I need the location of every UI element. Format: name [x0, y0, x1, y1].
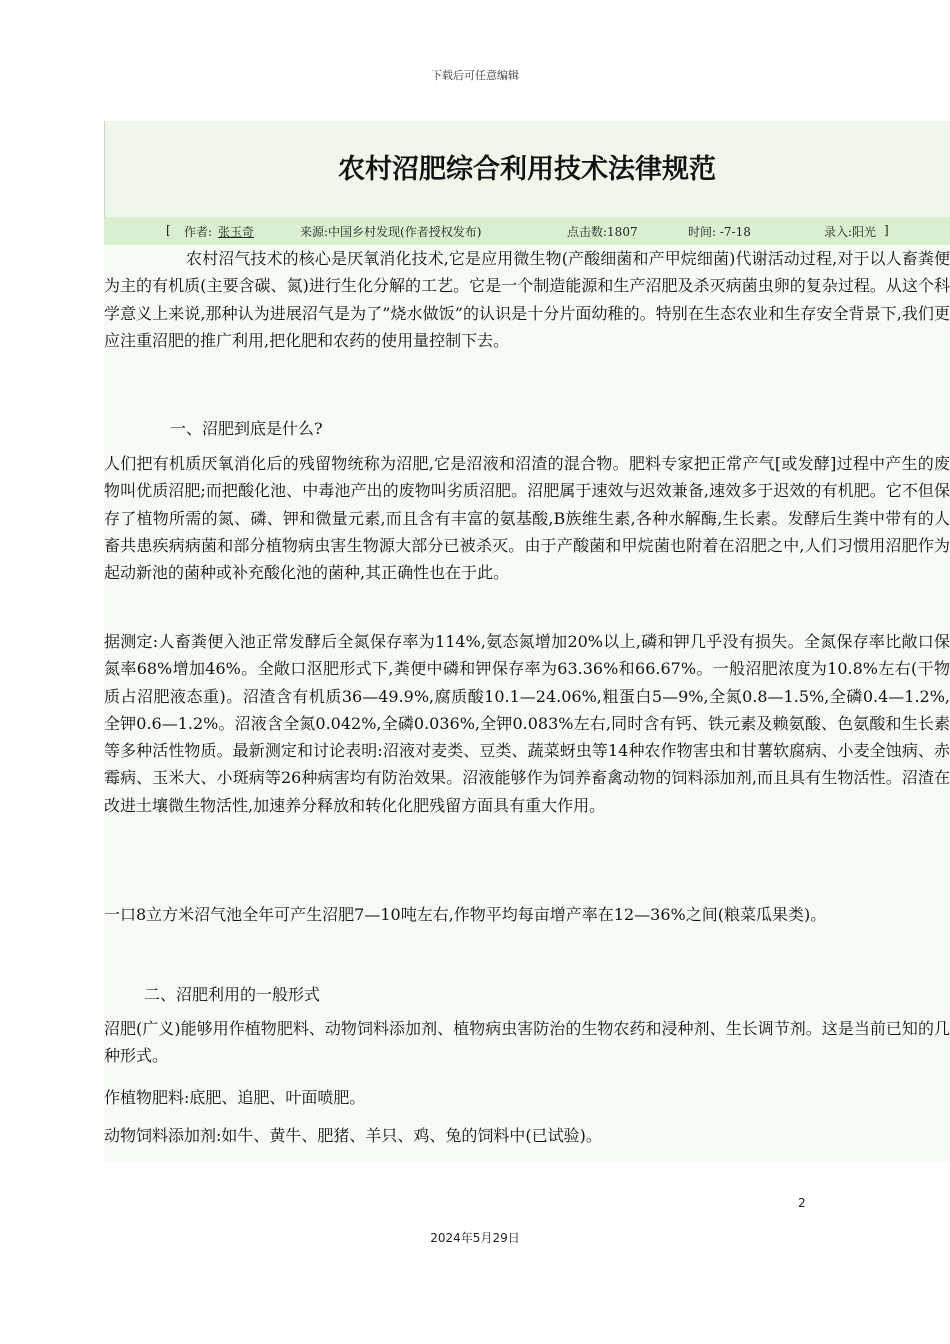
intro-paragraph: 农村沼气技术的核心是厌氧消化技术,它是应用微生物(产酸细菌和产甲烷细菌)代谢活动过程,对于以人畜粪便为主的有机质(主要含碳、氮)进行生化分解的工艺。它是一个制造能源和生产沼肥及杀灭病菌虫卵的复杂过程。从这个科学意义上来说,那种认为进展沼气是为了”烧水做饭”的认识是十分片面幼稚的。特别在生态农业和生存安全背景下,我们更应注重沼肥的推广利用,把化肥和农药的使用量控制下去。 — [104, 249, 950, 350]
paragraph-forms: 沼肥(广义)能够用作植物肥料、动物饲料添加剂、植物病虫害防治的生物农药和浸种剂、生长调节剂。这是当前已知的几种形式。 — [104, 1019, 950, 1066]
section-heading-1: 一、沼肥到底是什么? — [170, 419, 323, 438]
page-number: 2 — [798, 1196, 806, 1210]
page-header-note: 下载后可任意编辑 — [431, 69, 519, 82]
meta-editor: 录入:阳光 — [824, 225, 877, 239]
meta-open-bracket: [ — [166, 223, 171, 237]
paragraph-plant-fertilizer: 作植物肥料:底肥、追肥、叶面喷肥。 — [104, 1088, 366, 1107]
article-body — [104, 245, 950, 1162]
page-footer-date: 2024年5月29日 — [430, 1231, 520, 1245]
meta-close-bracket: ] — [884, 223, 889, 237]
paragraph-yield: 一口8立方米沼气池全年可产生沼肥7—10吨左右,作物平均每亩增产率在12—36%之间(粮菜瓜果类)。 — [104, 905, 827, 924]
meta-time: 时间: -7-18 — [688, 225, 751, 239]
meta-source: 来源:中国乡村发现(作者授权发布) — [300, 225, 482, 239]
meta-clicks: 点击数:1807 — [567, 225, 638, 239]
meta-author-label: 作者: — [184, 225, 213, 239]
section-heading-2: 二、沼肥利用的一般形式 — [144, 985, 321, 1004]
meta-author-link[interactable]: 张玉奇 — [218, 225, 255, 239]
article-meta-bar — [104, 217, 950, 245]
paragraph-feed-additive: 动物饲料添加剂:如牛、黄牛、肥猪、羊只、鸡、兔的饲料中(已试验)。 — [104, 1126, 602, 1145]
paragraph-definition: 人们把有机质厌氧消化后的残留物统称为沼肥,它是沼液和沼渣的混合物。肥料专家把正常产气[或发酵]过程中产生的废物叫优质沼肥;而把酸化池、中毒池产出的废物叫劣质沼肥。沼肥属于速效与迟效兼备,速效多于迟效的有机肥。它不但保存了植物所需的氮、磷、钾和微量元素,而且含有丰富的氨基酸,B族维生素,各种水解酶,生长素。发酵后生粪中带有的人畜共患疾病病菌和部分植物病虫害生物源大部分已被杀灭。由于产酸菌和甲烷菌也附着在沼肥之中,人们习惯用沼肥作为起动新池的菌种或补充酸化池的菌种,其正确性也在于此。 — [104, 454, 950, 583]
paragraph-measurements: 据测定:人畜粪便入池正常发酵后全氮保存率为114%,氨态氮增加20%以上,磷和钾几乎没有损失。全氮保存率比敞口保氮率68%增加46%。全敞口沤肥形式下,粪便中磷和钾保存率为63.36%和66.67%。一般沼肥浓度为10.8%左右(干物质占沼肥液态重)。沼渣含有机质36—49.9%,腐质酸10.1—24.06%,粗蛋白5—9%,全氮0.8—1.5%,全磷0.4—1.2%,全钾0.6—1.2%。沼液含全氮0.042%,全磷0.036%,全钾0.083%左右,同时含有钙、铁元素及赖氨酸、色氨酸和生长素等多种活性物质。最新测定和讨论表明:沼液对麦类、豆类、蔬菜蚜虫等14种农作物害虫和甘薯软腐病、小麦全蚀病、赤霉病、玉米大、小斑病等26种病害均有防治效果。沼液能够作为饲养畜禽动物的饲料添加剂,而且具有生物活性。沼渣在改进土壤微生物活性,加速养分释放和转化化肥残留方面具有重大作用。 — [104, 632, 950, 815]
article-title: 农村沼肥综合利用技术法律规范 — [338, 154, 716, 185]
